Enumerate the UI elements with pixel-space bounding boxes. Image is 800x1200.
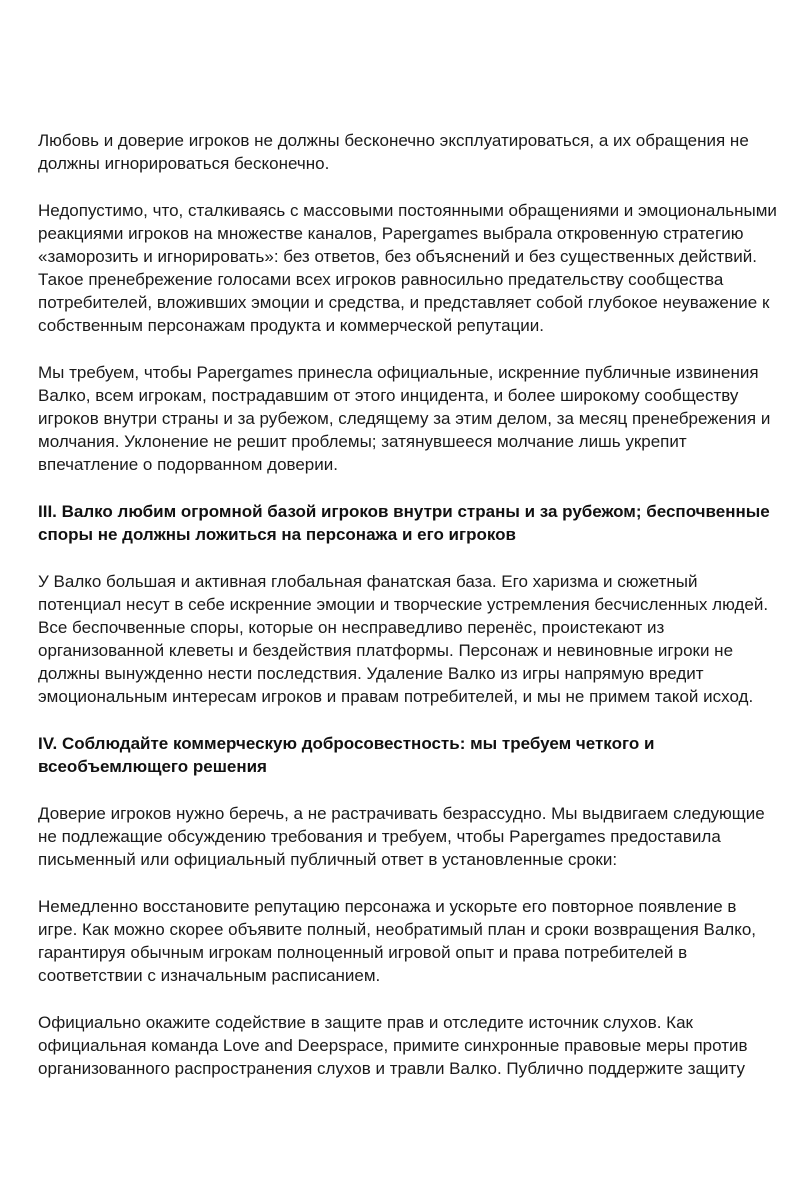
section-heading-iv: IV. Соблюдайте коммерческую добросовестность: мы требуем четкого и всеобъемлющего решения	[38, 734, 655, 776]
paragraph-freeze-and-ignore: Недопустимо, что, сталкиваясь с массовыми постоянными обращениями и эмоциональными реакциями игроков на множестве каналов, Papergames выбрала откровенную стратегию «заморозить и игнорировать»: без ответов, без объяснений и без существенных действий. Такое пренебрежение голосами всех игроков равносильно предательству сообщества потребителей, вложивших эмоции и средства, и представляет собой глубокое неуважение к собственным персонажам продукта и коммерческой репутации.	[38, 201, 777, 335]
paragraph-apology-demand: Мы требуем, чтобы Papergames принесла официальные, искренние публичные извинения Валко, всем игрокам, пострадавшим от этого инцидента, и более широкому сообществу игроков внутри страны и за рубежом, следящему за этим делом, за месяц пренебрежения и молчания. Уклонение не решит проблемы; затянувшееся молчание лишь укрепит впечатление о подорванном доверии.	[38, 363, 771, 474]
paragraph-restore-reputation: Немедленно восстановите репутацию персонажа и ускорьте его повторное появление в игре. Как можно скорее объявите полный, необратимый план и сроки возвращения Валко, гарантируя обычным игрокам полноценный игровой опыт и права потребителей в соответствии с изначальным расписанием.	[38, 897, 757, 985]
document-body	[38, 129, 778, 1104]
section-heading-iii: III. Валко любим огромной базой игроков внутри страны и за рубежом; беспочвенные споры не должны ложиться на персонажа и его игроков	[38, 502, 770, 544]
paragraph-trust-not-exploited: Любовь и доверие игроков не должны бесконечно эксплуатироваться, а их обращения не должны игнорироваться бесконечно.	[38, 131, 749, 173]
paragraph-legal-protection: Официально окажите содействие в защите прав и отследите источник слухов. Как официальная команда Love and Deepspace, примите синхронные правовые меры против организованного распространения слухов и травли Валко. Публично поддержите защиту	[38, 1013, 748, 1078]
paragraph-global-fanbase: У Валко большая и активная глобальная фанатская база. Его харизма и сюжетный потенциал несут в себе искренние эмоции и творческие устремления бесчисленных людей. Все беспочвенные споры, которые он несправедливо перенёс, проистекают из организованной клеветы и бездействия платформы. Персонаж и невиновные игроки не должны вынужденно нести последствия. Удаление Валко из игры напрямую вредит эмоциональным интересам игроков и правам потребителей, и мы не примем такой исход.	[38, 572, 769, 706]
paragraph-demands-intro: Доверие игроков нужно беречь, а не растрачивать безрассудно. Мы выдвигаем следующие не подлежащие обсуждению требования и требуем, чтобы Papergames предоставила письменный или официальный публичный ответ в установленные сроки:	[38, 804, 765, 869]
